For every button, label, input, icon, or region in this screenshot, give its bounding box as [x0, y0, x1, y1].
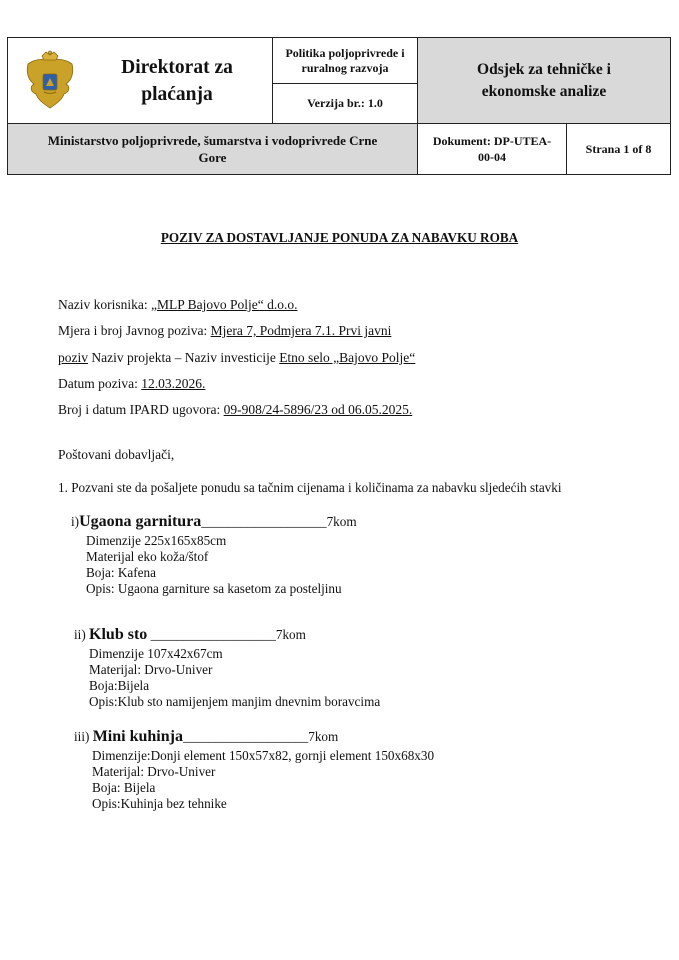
project-label: Naziv projekta – Naziv investicije [88, 350, 280, 365]
item-1-line: ___________________ [201, 514, 327, 529]
item-2-quantity: 7kom [275, 627, 306, 642]
item-2-name: Klub sto [89, 626, 148, 643]
department-cell [418, 38, 671, 124]
user-line [58, 297, 297, 313]
user-label: Naziv korisnika: [58, 297, 151, 312]
greeting: Poštovani dobavljači, [58, 447, 175, 462]
item-1-number: i) [71, 514, 80, 529]
item-1-heading [71, 513, 357, 531]
item-3-heading [74, 728, 338, 746]
item-3-name: Mini kuhinja [92, 728, 183, 745]
policy-line1: Politika poljoprivrede i [285, 45, 405, 60]
user-value: „MLP Bajovo Polje“ d.o.o. [150, 297, 298, 312]
document-header [7, 37, 671, 175]
item-3-line: ___________________ [182, 729, 309, 744]
item-3-detail: Boja: Bijela [92, 780, 156, 795]
document-title: POZIV ZA DOSTAVLJANJE PONUDA ZA NABAVKU ROBA [160, 230, 519, 245]
call-value: Mjera 7, Podmjera 7.1. Prvi javni [210, 323, 392, 338]
department-line1: Odsjek za tehničke i [477, 60, 611, 78]
document-line1: Dokument: DP-UTEA- [432, 134, 552, 148]
item-1-detail: Boja: Kafena [86, 565, 156, 580]
item-3-number: iii) [74, 729, 90, 744]
item-3-detail: Materijal: Drvo-Univer [92, 764, 216, 779]
item-2-number: ii) [74, 627, 86, 642]
item-3-detail: Dimenzije:Donji element 150x57x82, gornji element 150x68x30 [92, 748, 435, 763]
item-2-detail: Boja:Bijela [89, 678, 150, 693]
call-label: Mjera i broj Javnog poziva: [58, 323, 211, 338]
item-2-detail: Opis:Klub sto namijenjem manjim dnevnim boravcima [89, 694, 381, 709]
item-2-line: ___________________ [147, 627, 276, 642]
date-label: Datum poziva: [58, 376, 142, 391]
project-line [58, 350, 415, 366]
item-3-quantity: 7kom [308, 729, 339, 744]
project-value: Etno selo „Bajovo Polje“ [279, 350, 416, 365]
directorate-line1: Direktorat za [121, 56, 233, 78]
page-number: Strana 1 of 8 [567, 124, 671, 175]
contract-value: 09-908/24-5896/23 od 06.05.2025. [223, 402, 413, 417]
montenegro-coat-of-arms-icon [22, 50, 78, 110]
item-1-detail: Dimenzije 225x165x85cm [86, 533, 227, 548]
ministry-line2: Gore [198, 150, 227, 165]
contract-line [58, 402, 412, 418]
intro-text: 1. Pozvani ste da pošaljete ponudu sa tačnim cijenama i količinama za nabavku sljedećih stavki [58, 480, 562, 495]
document-line2: 00-04 [478, 150, 506, 164]
contract-label: Broj i datum IPARD ugovora: [58, 402, 224, 417]
call-value-cont: poziv [58, 350, 88, 365]
item-1-quantity: 7kom [326, 514, 357, 529]
version: Verzija br.: 1.0 [273, 84, 418, 124]
call-line [58, 323, 391, 339]
document-cell [418, 124, 567, 175]
item-1-detail: Opis: Ugaona garniture sa kasetom za posteljinu [86, 581, 342, 596]
item-2-heading [74, 626, 306, 644]
directorate-title [8, 38, 273, 124]
directorate-line2: plaćanja [141, 83, 213, 105]
date-value: 12.03.2026. [141, 376, 206, 391]
item-3-detail: Opis:Kuhinja bez tehnike [92, 796, 227, 811]
policy-line2: ruralnog razvoja [301, 60, 389, 75]
department-line2: ekonomske analize [481, 82, 607, 100]
ministry-line1: Ministarstvo poljoprivrede, šumarstva i vodoprivrede Crne [47, 133, 378, 148]
date-line [58, 376, 205, 392]
item-2-detail: Materijal: Drvo-Univer [89, 662, 213, 677]
item-1-detail: Materijal eko koža/štof [86, 549, 209, 564]
policy-cell [273, 38, 418, 84]
item-2-detail: Dimenzije 107x42x67cm [89, 646, 223, 661]
item-1-name: Ugaona garnitura [79, 513, 202, 530]
ministry-cell [8, 124, 418, 175]
